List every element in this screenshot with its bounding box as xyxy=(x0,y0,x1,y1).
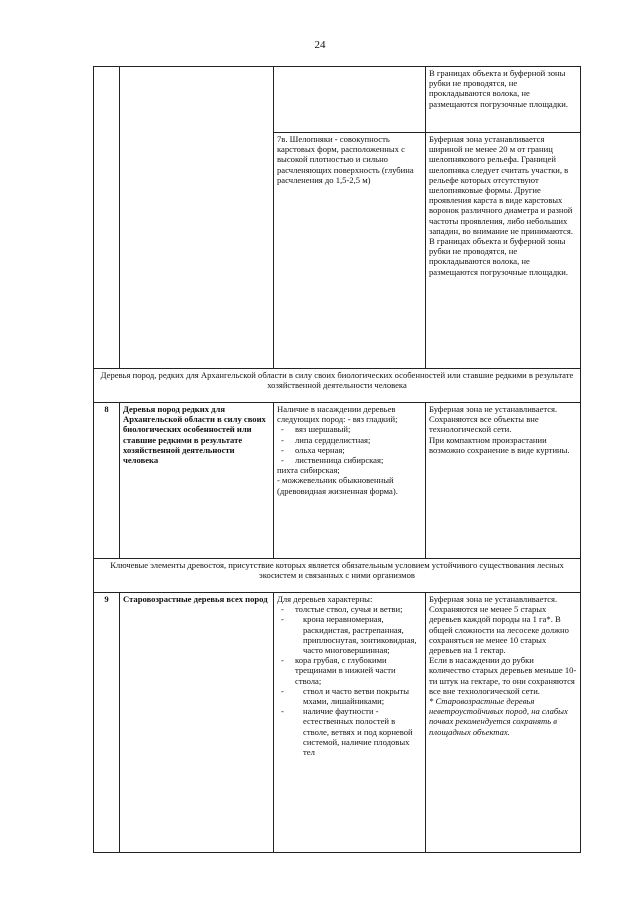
buffer-text: В границах объекта и буферной зоны рубки не проводятся, не прокладываются волока, не размещаются погрузочные площадки. xyxy=(429,68,569,109)
list-item: - наличие фаутности - естественных полостей в стволе, ветвях и под корневой системой, наличие плодовых тел xyxy=(277,706,422,757)
description-cell xyxy=(274,133,426,369)
features-list xyxy=(277,686,422,757)
section-header-row xyxy=(94,559,581,593)
buffer-text: Если в насаждении до рубки количество старых деревьев меньше 10-ти штук на гектаре, то они сохраняются все вне технологической сети. xyxy=(429,655,577,696)
buffer-text: В границах объекта и буферной зоны рубки не проводятся, не прокладываются волока, не размещаются погрузочные площадки. xyxy=(429,236,569,277)
buffer-text: При компактном произрастании возможно сохранение в виде куртины. xyxy=(429,434,570,455)
description-cell xyxy=(274,403,426,559)
list-item: - ольха черная; xyxy=(277,445,422,455)
features-list xyxy=(277,655,422,686)
object-name: Старовозрастные деревья всех пород xyxy=(120,593,274,853)
buffer-text: Буферная зона устанавливается шириной не менее 20 м от границ шелопнякового рельефа. Границей шелопняка следует считать участки, в рельефе которых отсутствуют шелопняковые формы. Другие проявления карста в виде карстовых воронок различного диаметра и разной частоты проявления, либо небольших западин, во внимание не принимаются. xyxy=(429,134,573,236)
features-list xyxy=(277,614,422,655)
buffer-text: Сохраняются все объекты вне технологической сети. xyxy=(429,414,539,435)
buffer-cell xyxy=(426,403,581,559)
table-row xyxy=(94,593,581,853)
document-table xyxy=(93,66,581,853)
table-row xyxy=(94,403,581,559)
species-list xyxy=(277,424,422,465)
row-number-cell xyxy=(94,67,120,369)
table-row xyxy=(94,67,581,133)
buffer-text: Буферная зона не устанавливается. xyxy=(429,594,558,604)
row-number: 9 xyxy=(94,593,120,853)
description-text: - можжевельник обыкновенный (древовидная жизненная форма). xyxy=(277,475,398,496)
list-item: - толстые ствол, сучья и ветви; xyxy=(277,604,422,614)
description-text: 7в. Шелопняки - совокупность карстовых форм, расположенных с высокой плотностью и сильно расчленяющих поверхность (глубина расчленения до 1,5-2,5 м) xyxy=(277,134,414,185)
list-item: - липа сердцелистная; xyxy=(277,435,422,445)
object-name: Деревья пород редких для Архангельской области в силу своих биологических особенностей или ставшие редкими в результате хозяйственной деятельности человека xyxy=(120,403,274,559)
buffer-text: Сохраняются не менее 5 старых деревьев каждой породы на 1 га*. В общей сложности на лесосеке должно сохраняться не менее 10 старых деревьев на 1 гектар. xyxy=(429,604,569,656)
description-text: пихта сибирская; xyxy=(277,465,340,476)
features-list xyxy=(277,604,422,614)
footnote-text: * Старовозрастные деревья неветроустойчивых пород, на слабых почвах рекомендуется сохранять в площадных объектах. xyxy=(429,696,568,737)
buffer-cell xyxy=(426,593,581,853)
list-item: - крона неравномерная, раскидистая, растрепанная, приплюснутая, зонтиковидная, часто многовершинная; xyxy=(277,614,422,655)
section-title: Ключевые элементы древостоя, присутствие которых является обязательным условием устойчивого существования лесных экосистем и связанных с ними организмов xyxy=(94,559,581,593)
row-number: 8 xyxy=(94,403,120,559)
list-item: - кора грубая, с глубокими трещинами в нижней части ствола; xyxy=(277,655,422,686)
description-cell xyxy=(274,593,426,853)
buffer-cell xyxy=(426,133,581,369)
list-item: - лиственница сибирская; xyxy=(277,455,422,465)
section-title: Деревья пород, редких для Архангельской области в силу своих биологических особенностей или ставшие редкими в результате хозяйственной деятельности человека xyxy=(94,369,581,403)
description-intro: Наличие в насаждении деревьев следующих пород: - вяз гладкий; xyxy=(277,404,398,425)
list-item: - вяз шершавый; xyxy=(277,424,422,434)
object-name-cell xyxy=(120,67,274,369)
buffer-text: Буферная зона не устанавливается. xyxy=(429,404,558,414)
description-cell xyxy=(274,67,426,133)
description-intro: Для деревьев характерны: xyxy=(277,594,373,604)
list-item: - ствол и часто ветви покрыты мхами, лишайниками; xyxy=(277,686,422,706)
section-header-row xyxy=(94,369,581,403)
page-number: 24 xyxy=(314,39,326,51)
buffer-cell xyxy=(426,67,581,133)
